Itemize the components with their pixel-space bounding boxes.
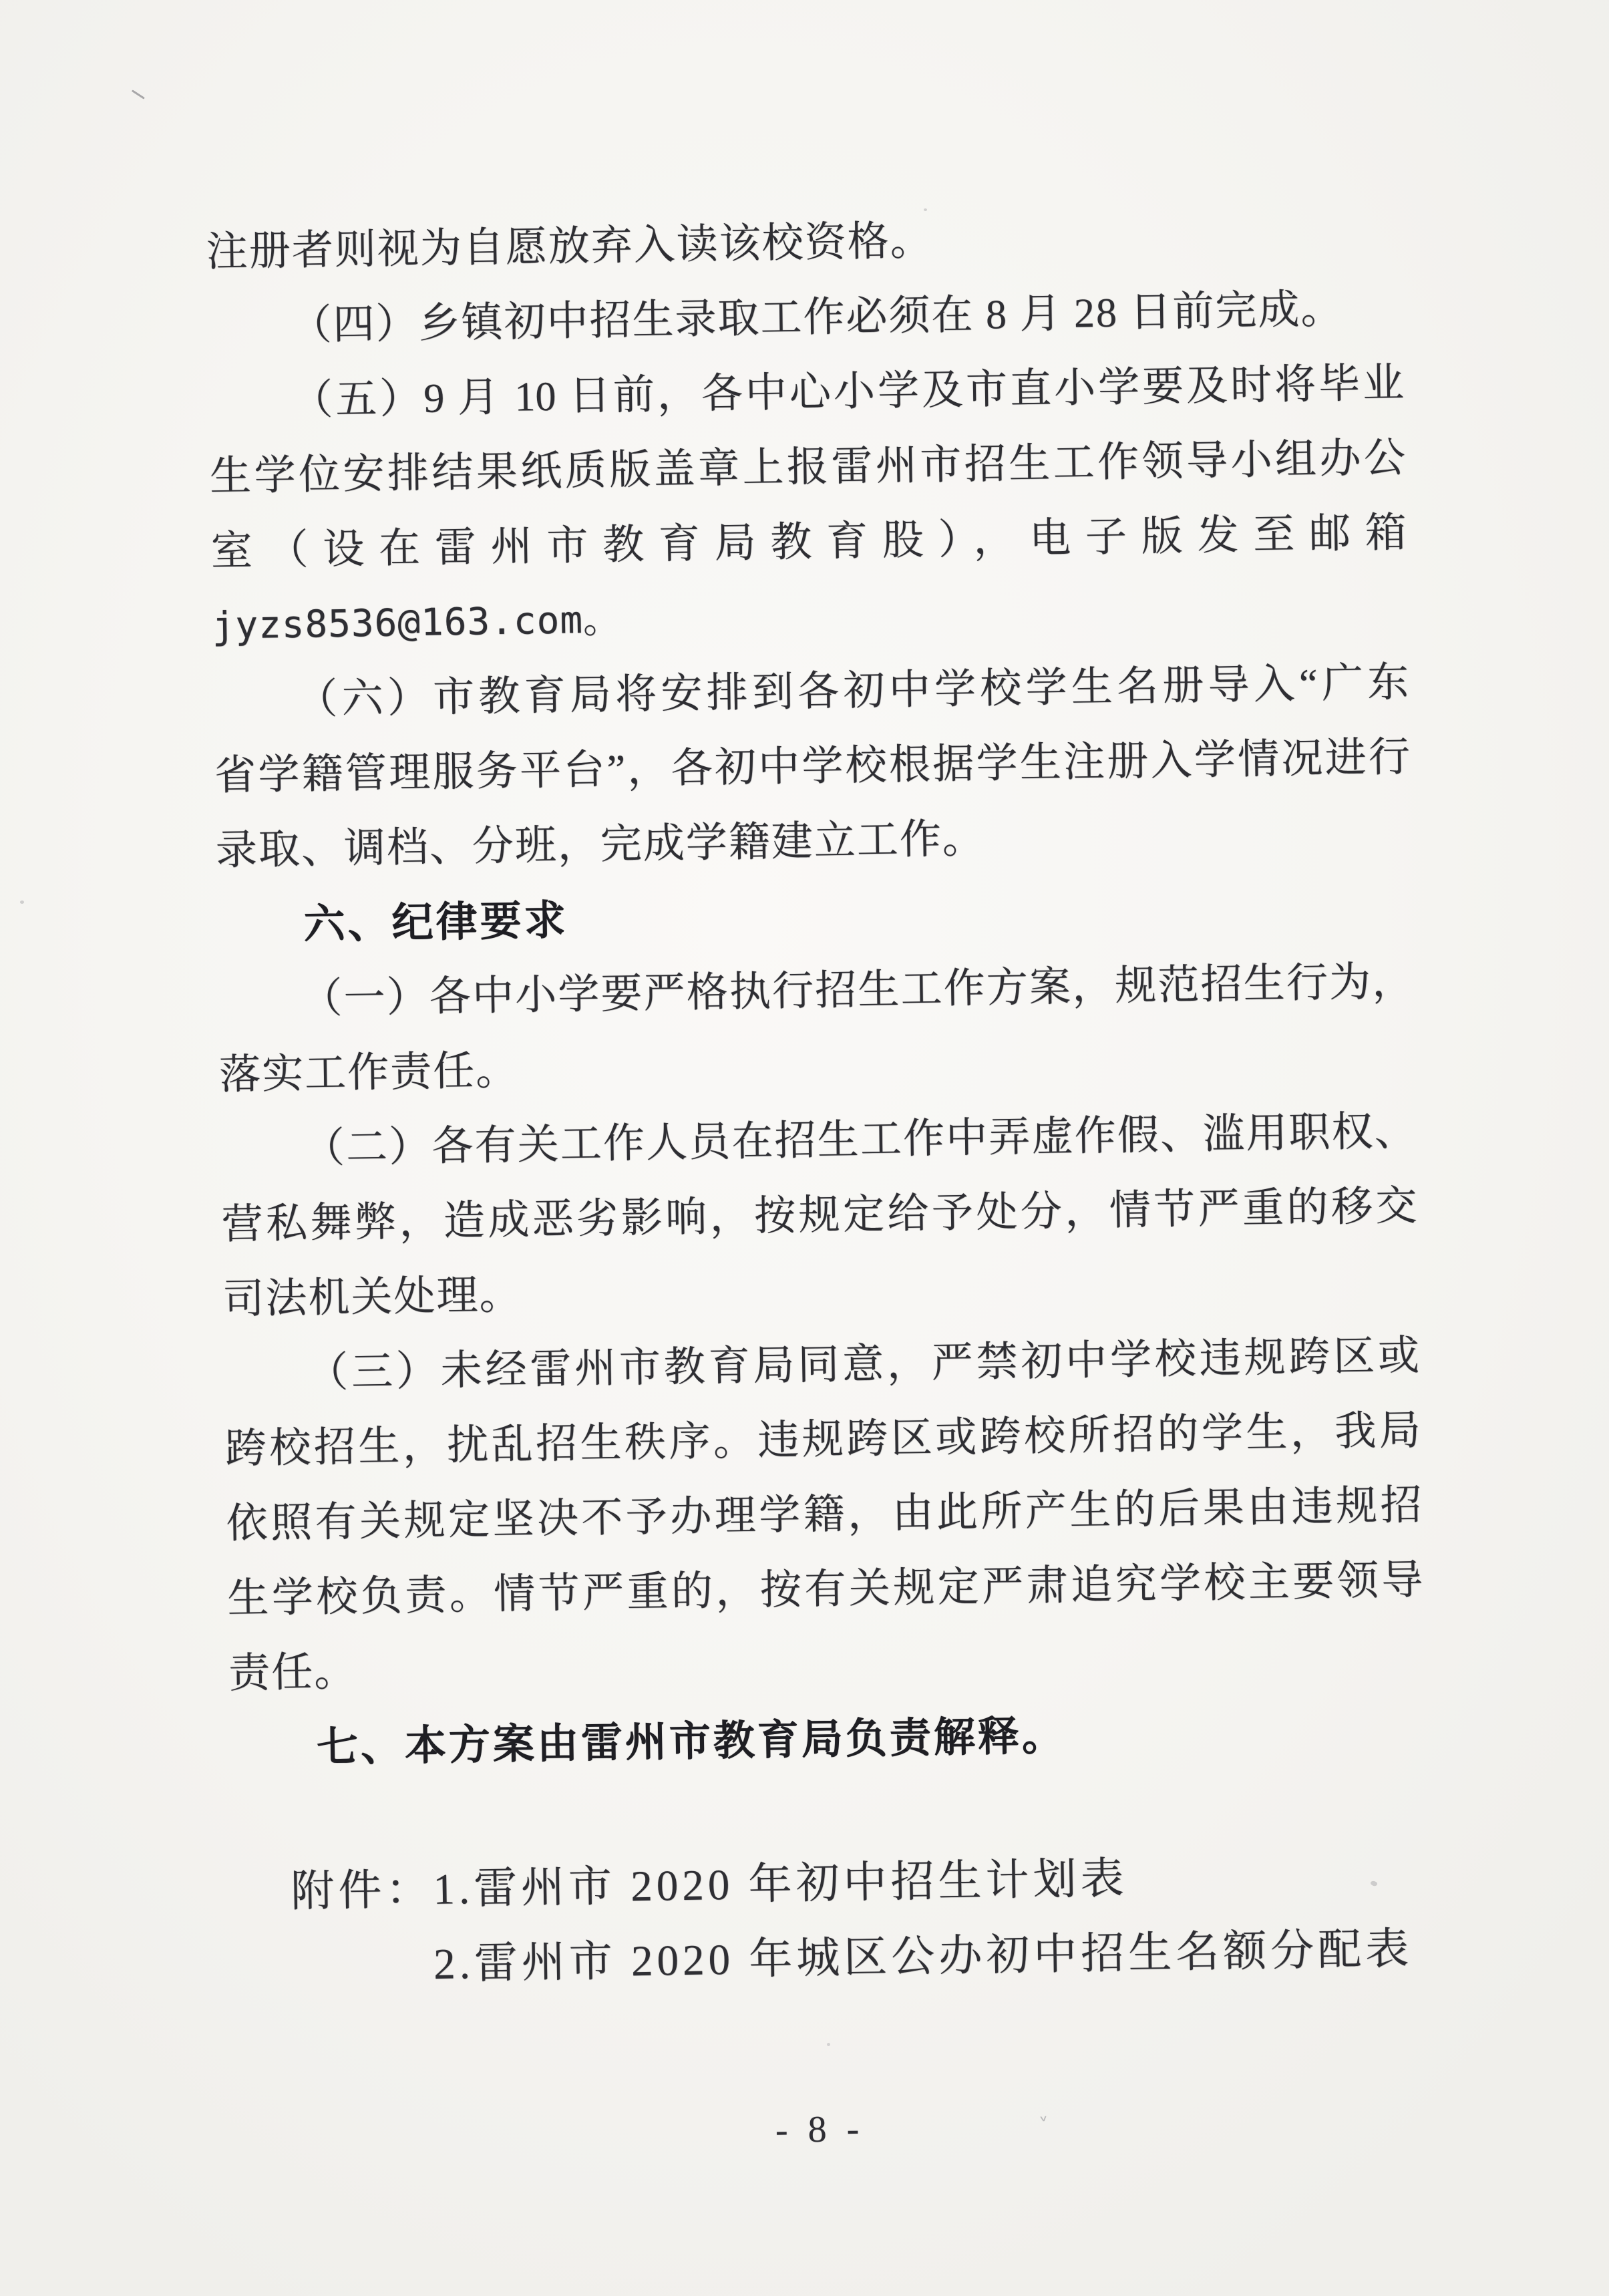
- section-6-heading: 六、纪律要求: [303, 895, 569, 949]
- item-5-line-2: 生学位安排结果纸质版盖章上报雷州市招生工作领导小组办公: [209, 435, 1406, 500]
- item-5-line-1: （五）9 月 10 日前，各中心小学及市直小学要及时将毕业: [291, 360, 1405, 424]
- discipline-2-line-3: 司法机关处理。: [222, 1272, 522, 1323]
- email-line: jyzs8536@163.com。: [212, 598, 622, 648]
- discipline-3-line-1: （三）未经雷州市教育局同意，严禁初中学校违规跨区或: [306, 1333, 1420, 1396]
- discipline-3-line-4: 生学校负责。情节严重的，按有关规定严肃追究学校主要领导: [226, 1557, 1423, 1622]
- discipline-1-line-1: （一）各中小学要严格执行招生工作方案，规范招生行为，: [300, 959, 1414, 1022]
- discipline-3-line-5: 责任。: [228, 1649, 357, 1697]
- discipline-3-line-3: 依照有关规定坚决不予办理学籍，由此所产生的后果由违规招: [226, 1482, 1423, 1547]
- item-5-line-3: 室（设在雷州市教育局教育股），电子版发至邮箱: [210, 510, 1407, 575]
- scan-artifact-mark: ˅: [1038, 2114, 1051, 2138]
- page-number: - 8 -: [775, 2108, 865, 2151]
- discipline-2-line-2: 营私舞弊，造成恶劣影响，按规定给予处分，情节严重的移交: [221, 1183, 1418, 1248]
- para-registration-line: 注册者则视为自愿放弃入读该校资格。: [206, 218, 934, 275]
- attachment-line-2: 2.雷州市 2020 年城区公办初中招生名额分配表: [433, 1925, 1413, 1989]
- document-body: [206, 196, 1429, 2005]
- item-6-line-3: 录取、调档、分班，完成学籍建立工作。: [215, 816, 986, 874]
- discipline-3-line-2: 跨校招生，扰乱招生秩序。违规跨区或跨校所招的学生，我局: [224, 1408, 1421, 1472]
- discipline-2-line-1: （二）各有关工作人员在招生工作中弄虚作假、滥用职权、: [303, 1108, 1417, 1172]
- attachment-line-1: 附件：1.雷州市 2020 年初中招生计划表: [290, 1854, 1129, 1917]
- discipline-1-line-2: 落实工作责任。: [218, 1047, 519, 1098]
- item-6-line-1: （六）市教育局将安排到各初中学校学生名册导入“广东: [295, 659, 1409, 723]
- item-4-line: （四）乡镇初中招生录取工作必须在 8 月 28 日前完成。: [290, 287, 1344, 349]
- section-7-heading: 七、本方案由雷州市教育局负责解释。: [316, 1710, 1067, 1772]
- item-6-line-2: 省学籍管理服务平台”，各初中学校根据学生注册入学情况进行: [214, 734, 1411, 799]
